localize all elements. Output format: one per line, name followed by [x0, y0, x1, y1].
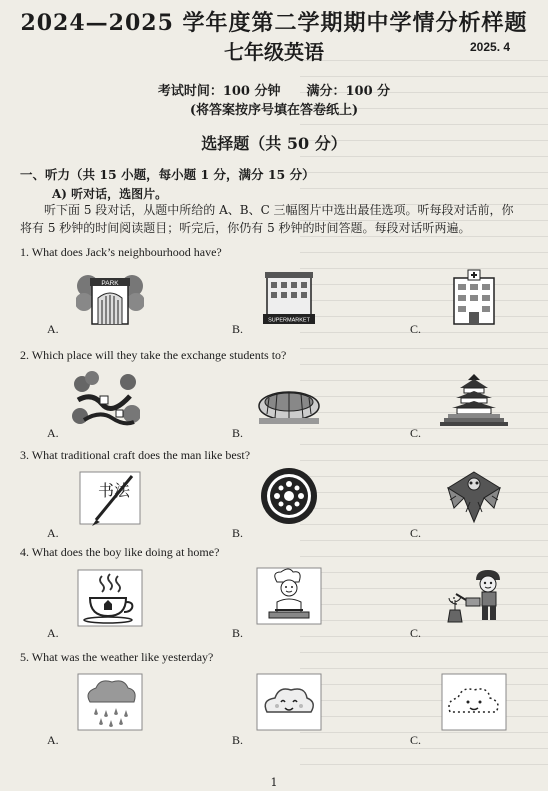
section-heading: 选择题（共 50 分）: [201, 134, 347, 153]
question-5: 5. What was the weather like yesterday?: [20, 650, 214, 664]
option-3c: C.: [410, 526, 422, 540]
bleed-through-texture: [300, 60, 548, 780]
rainy-cloud-icon: [76, 672, 144, 732]
option-1c: C.: [410, 322, 422, 336]
option-1b: B.: [232, 322, 244, 336]
tea-cup-icon: [76, 568, 144, 628]
exam-info: 考试时间：100 分钟 满分：100 分: [157, 84, 391, 99]
option-4b: B.: [232, 626, 244, 640]
option-2a: A.: [47, 426, 59, 440]
great-wall-icon: [72, 370, 140, 430]
question-2: 2. Which place will they take the exchange students to?: [20, 348, 287, 362]
svg-text:SUPERMARKET: SUPERMARKET: [268, 317, 310, 324]
option-5a: A.: [47, 733, 59, 747]
option-5c: C.: [410, 733, 422, 747]
cooking-boy-icon: [255, 566, 323, 626]
page-number: 1: [270, 776, 278, 789]
option-2b: B.: [232, 426, 244, 440]
exam-title: 2024—2025 学年度第二学期期中学情分析样题: [20, 10, 528, 36]
svg-text:PARK: PARK: [101, 280, 119, 287]
paper-cutting-icon: [255, 466, 323, 526]
instruction-line-1: 听下面 5 段对话，从题中所给的 A、B、C 三幅图片中选出最佳选项。听每段对话前，你: [44, 203, 514, 217]
hospital-icon: [440, 268, 508, 328]
cloudy-icon: [440, 672, 508, 732]
option-3a: A.: [47, 526, 59, 540]
sunny-cloud-icon: [255, 672, 323, 732]
option-1a: A.: [47, 322, 59, 336]
option-3b: B.: [232, 526, 244, 540]
option-5b: B.: [232, 733, 244, 747]
watering-plants-icon: [440, 566, 508, 626]
option-4a: A.: [47, 626, 59, 640]
supermarket-icon: [255, 268, 323, 328]
temple-of-heaven-icon: [440, 370, 508, 430]
instruction-line-2: 将有 5 秒钟的时间阅读题目；听完后，你仍有 5 秒钟的时间答题。每段对话听两遍。: [20, 221, 471, 235]
calligraphy-icon: [76, 468, 144, 528]
exam-subject: 七年级英语: [224, 40, 324, 64]
svg-text:书法: 书法: [98, 481, 131, 500]
question-4: 4. What does the boy like doing at home?: [20, 545, 220, 559]
park-gate-icon: [76, 268, 144, 328]
stadium-icon: [255, 370, 323, 430]
option-4c: C.: [410, 626, 422, 640]
question-3: 3. What traditional craft does the man like best?: [20, 448, 251, 462]
part-heading: 一、听力（共 15 小题，每小题 1 分，满分 15 分）: [20, 167, 315, 182]
kite-icon: [440, 466, 508, 526]
exam-date: 2025. 4: [470, 40, 511, 54]
option-2c: C.: [410, 426, 422, 440]
question-1: 1. What does Jack’s neighbourhood have?: [20, 245, 222, 259]
subpart-heading: A) 听对话，选图片。: [52, 187, 168, 201]
answer-note: (将答案按序号填在答卷纸上): [189, 103, 359, 118]
